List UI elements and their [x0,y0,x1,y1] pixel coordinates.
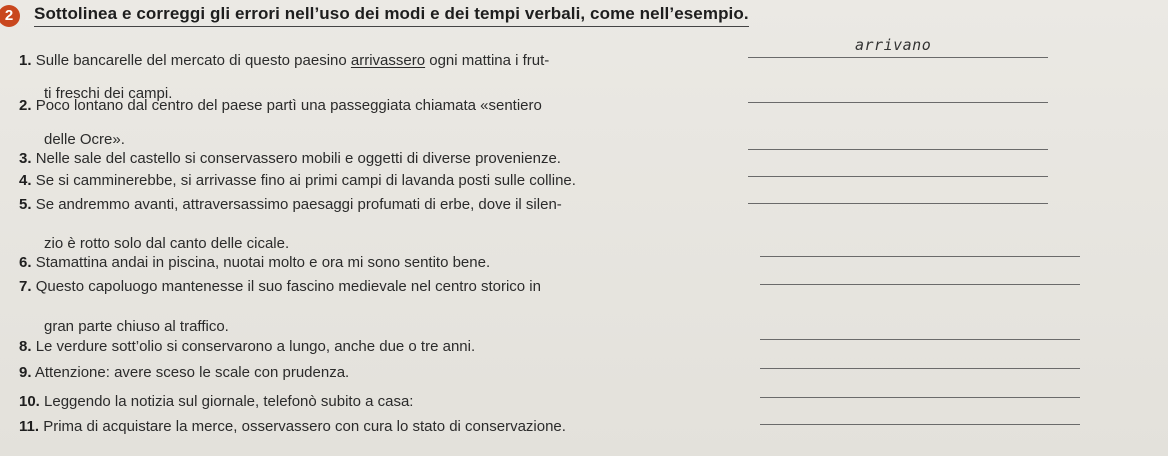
item-text: Poco lontano dal centro del paese partì una passeggiata chiamata «sentiero [35,97,542,114]
answer-line-6[interactable] [760,256,1080,257]
item-2 [19,97,542,114]
answer-line-11[interactable] [760,424,1080,425]
item-2-continuation: delle Ocre». [44,131,125,148]
item-number: 3. [19,150,32,167]
answer-line-9[interactable] [760,368,1080,369]
handwritten-answer: arrivano [855,36,932,54]
answer-line-1[interactable] [748,57,1048,58]
item-number: 1. [19,52,32,69]
item-text: Questo capoluogo mantenesse il suo fascino medievale nel centro storico in [35,278,541,295]
item-1 [19,52,549,69]
answer-line-8[interactable] [760,339,1080,340]
item-text: Nelle sale del castello si conservassero mobili e oggetti di diverse provenienze. [35,150,561,167]
item-6 [19,254,490,271]
item-11 [19,418,566,435]
item-number: 9. [19,364,32,381]
item-text: Attenzione: avere sceso le scale con prudenza. [34,364,350,381]
item-text: Se si camminerebbe, si arrivasse fino ai primi campi di lavanda posti sulle colline. [35,172,576,189]
answer-line-3[interactable] [748,149,1048,150]
item-text: Prima di acquistare la merce, osservassero con cura lo stato di conservazione. [43,418,566,435]
item-8 [19,338,475,355]
item-text-post: ogni mattina i frut- [425,52,550,69]
exercise-title: Sottolinea e correggi gli errori nell’uso dei modi e dei tempi verbali, come nell’esempio. [34,4,749,27]
answer-line-7[interactable] [760,284,1080,285]
item-7 [19,278,541,295]
item-text: Se andremmo avanti, attraversassimo paesaggi profumati di erbe, dove il silen- [35,196,562,213]
exercise-number-badge: 2 [0,5,20,27]
item-4 [19,172,576,189]
item-10 [19,393,413,410]
underlined-verb: arrivassero [350,52,426,69]
item-text: Le verdure sott’olio si conservarono a lungo, anche due o tre anni. [35,338,476,355]
answer-line-10[interactable] [760,397,1080,398]
item-text: Leggendo la notizia sul giornale, telefonò subito a casa: [44,393,414,410]
item-5 [19,196,562,213]
item-number: 5. [19,196,32,213]
item-3 [19,150,561,167]
item-number: 2. [19,97,32,114]
answer-line-4[interactable] [748,176,1048,177]
item-text-pre: Sulle bancarelle del mercato di questo paesino [35,52,351,69]
item-1-continuation: ti freschi dei campi. [44,85,173,102]
item-number: 6. [19,254,32,271]
answer-line-2[interactable] [748,102,1048,103]
exercise-header [4,4,749,27]
item-number: 8. [19,338,32,355]
item-number: 4. [19,172,32,189]
item-number: 10. [19,393,40,410]
item-text: Stamattina andai in piscina, nuotai molto e ora mi sono sentito bene. [35,254,491,271]
answer-line-5[interactable] [748,203,1048,204]
item-number: 7. [19,278,32,295]
item-9 [19,364,349,381]
item-5-continuation: zio è rotto solo dal canto delle cicale. [44,235,290,252]
item-number: 11. [19,418,40,435]
item-7-continuation: gran parte chiuso al traffico. [44,318,229,335]
